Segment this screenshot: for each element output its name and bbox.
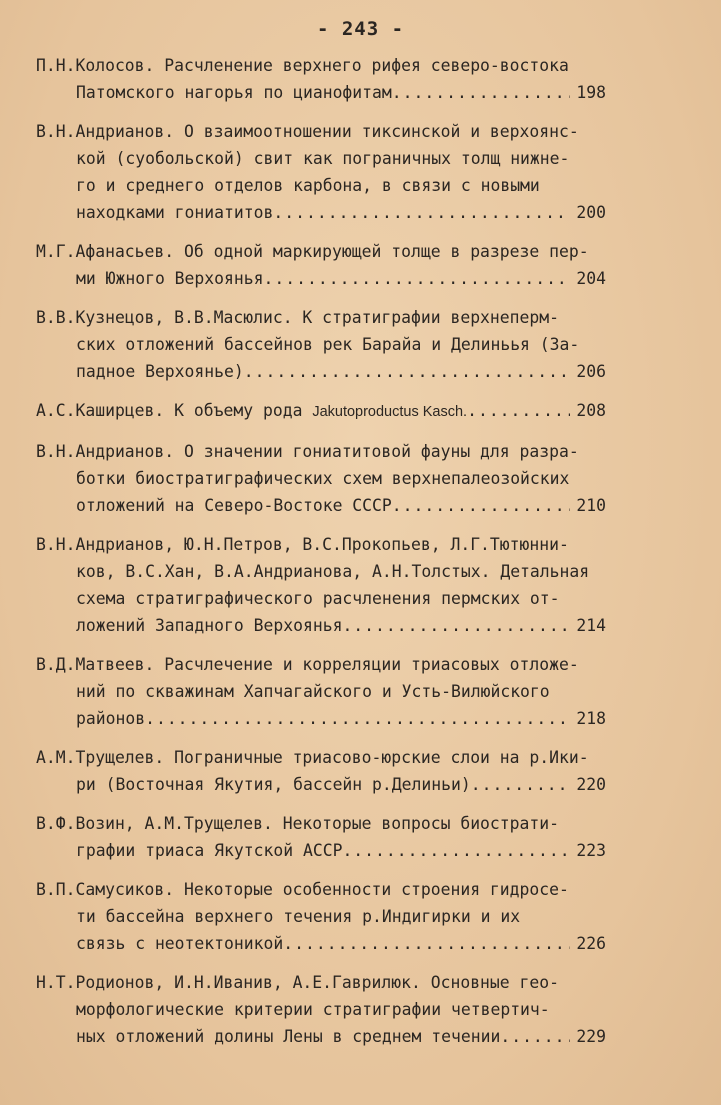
entry-line: Н.Т.Родионов, И.Н.Иванив, А.Е.Гаврилюк. Основные геo- bbox=[36, 973, 560, 992]
entry-page-number: 226 bbox=[576, 934, 606, 953]
entry-last-line bbox=[36, 837, 606, 864]
dot-leader bbox=[471, 771, 571, 798]
entry-line: схема стратиграфического расчленения пермских от- bbox=[76, 589, 560, 608]
entry-line: В.П.Самусиков. Некоторые особенности строения гидросе- bbox=[36, 880, 569, 899]
entry-page-number: 200 bbox=[576, 203, 606, 222]
toc-entry bbox=[36, 810, 606, 864]
toc-entry bbox=[36, 531, 606, 639]
entry-line: М.Г.Афанасьев. Об одной маркирующей толще в разрезе пер- bbox=[36, 242, 589, 261]
toc-entry bbox=[36, 438, 606, 519]
entry-text: Патомского нагорья по цианофитам bbox=[76, 83, 392, 102]
dot-leader bbox=[283, 930, 570, 957]
dot-leader bbox=[273, 199, 570, 226]
toc-entry bbox=[36, 118, 606, 226]
toc-entry bbox=[36, 651, 606, 732]
entry-last-line bbox=[36, 1023, 606, 1050]
entry-line: В.Н.Андрианов. О взаимоотношении тиксинской и верхоянс- bbox=[36, 122, 579, 141]
toc-entry bbox=[36, 876, 606, 957]
entry-last-line bbox=[36, 397, 606, 426]
entry-line: В.В.Кузнецов, В.В.Масюлис. К стратиграфии верхнеперм- bbox=[36, 308, 560, 327]
entry-last-line bbox=[36, 612, 606, 639]
entry-last-line bbox=[36, 199, 606, 226]
toc-entry bbox=[36, 238, 606, 292]
entry-text: ри (Восточная Якутия, бассейн р.Делиньи) bbox=[76, 775, 471, 794]
entry-page-number: 206 bbox=[576, 362, 606, 381]
entry-page-number: 229 bbox=[576, 1027, 606, 1046]
dot-leader bbox=[392, 79, 571, 106]
entry-page-number: 204 bbox=[576, 269, 606, 288]
table-of-contents bbox=[36, 52, 606, 1062]
entry-text: находками гониатитов bbox=[76, 203, 274, 222]
genus-name: Jakutoproductus Kasch. bbox=[312, 404, 468, 420]
entry-text: ми Южного Верхоянья bbox=[76, 269, 264, 288]
entry-text: ложений Западного Верхоянья bbox=[76, 616, 343, 635]
toc-entry bbox=[36, 52, 606, 106]
dot-leader bbox=[500, 1023, 570, 1050]
dot-leader bbox=[244, 358, 571, 385]
entry-page-number: 223 bbox=[576, 841, 606, 860]
entry-line: В.Н.Андрианов, Ю.Н.Петров, В.С.Прокопьев, Л.Г.Тютюнни- bbox=[36, 535, 569, 554]
entry-line: В.Д.Матвеев. Расчлечение и корреляции триасовых отложе- bbox=[36, 655, 579, 674]
toc-entry bbox=[36, 397, 606, 426]
entry-text: отложений на Северо-Востоке СССР bbox=[76, 496, 392, 515]
entry-text bbox=[36, 397, 467, 426]
dot-leader bbox=[342, 837, 570, 864]
dot-leader bbox=[342, 612, 570, 639]
dot-leader bbox=[145, 705, 570, 732]
dot-leader bbox=[392, 492, 571, 519]
entry-last-line bbox=[36, 358, 606, 385]
toc-entry bbox=[36, 969, 606, 1050]
entry-page-number: 198 bbox=[576, 83, 606, 102]
entry-text: падное Верхоянье) bbox=[76, 362, 244, 381]
entry-last-line bbox=[36, 265, 606, 292]
entry-text: графии триаса Якутской АССР bbox=[76, 841, 343, 860]
entry-last-line bbox=[36, 79, 606, 106]
entry-line: ков, В.С.Хан, В.А.Андрианова, А.Н.Толстых. Детальная bbox=[76, 562, 590, 581]
entry-page-number: 210 bbox=[576, 496, 606, 515]
entry-line: морфологические критерии стратиграфии четвертич- bbox=[76, 1000, 550, 1019]
entry-page-number: 214 bbox=[576, 616, 606, 635]
entry-text: ных отложений долины Лены в среднем течении bbox=[76, 1027, 501, 1046]
entry-text: связь с неотектоникой bbox=[76, 934, 284, 953]
entry-last-line bbox=[36, 771, 606, 798]
toc-entry bbox=[36, 744, 606, 798]
entry-line: П.Н.Колосов. Расчленение верхнего рифея северо-востока bbox=[36, 56, 569, 75]
entry-line: ских отложений бассейнов рек Барайа и Делиньья (За- bbox=[76, 335, 580, 354]
entry-line: кой (суобольской) свит как пограничных толщ нижне- bbox=[76, 149, 570, 168]
entry-text-prefix: А.С.Каширцев. К объему рода bbox=[36, 401, 313, 420]
entry-page-number: 220 bbox=[576, 775, 606, 794]
entry-last-line bbox=[36, 705, 606, 732]
dot-leader bbox=[264, 265, 571, 292]
entry-line: го и среднего отделов карбона, в связи с новыми bbox=[76, 176, 540, 195]
page-number: - 243 - bbox=[316, 18, 405, 40]
entry-text: районов bbox=[76, 709, 146, 728]
entry-last-line bbox=[36, 930, 606, 957]
entry-line: ний по скважинам Хапчагайского и Усть-Вилюйского bbox=[76, 682, 550, 701]
dot-leader bbox=[467, 397, 570, 426]
toc-entry bbox=[36, 304, 606, 385]
entry-page-number: 218 bbox=[576, 709, 606, 728]
entry-line: ботки биостратиграфических схем верхнепалеозойских bbox=[76, 469, 570, 488]
entry-line: В.Ф.Возин, А.М.Трущелев. Некоторые вопросы биострати- bbox=[36, 814, 560, 833]
entry-line: ти бассейна верхнего течения р.Индигирки и их bbox=[76, 907, 521, 926]
entry-page-number: 208 bbox=[576, 401, 606, 420]
entry-last-line bbox=[36, 492, 606, 519]
entry-line: В.Н.Андрианов. О значении гониатитовой фауны для разра- bbox=[36, 442, 579, 461]
entry-line: А.М.Трущелев. Пограничные триасово-юрские слои на р.Ики- bbox=[36, 748, 589, 767]
